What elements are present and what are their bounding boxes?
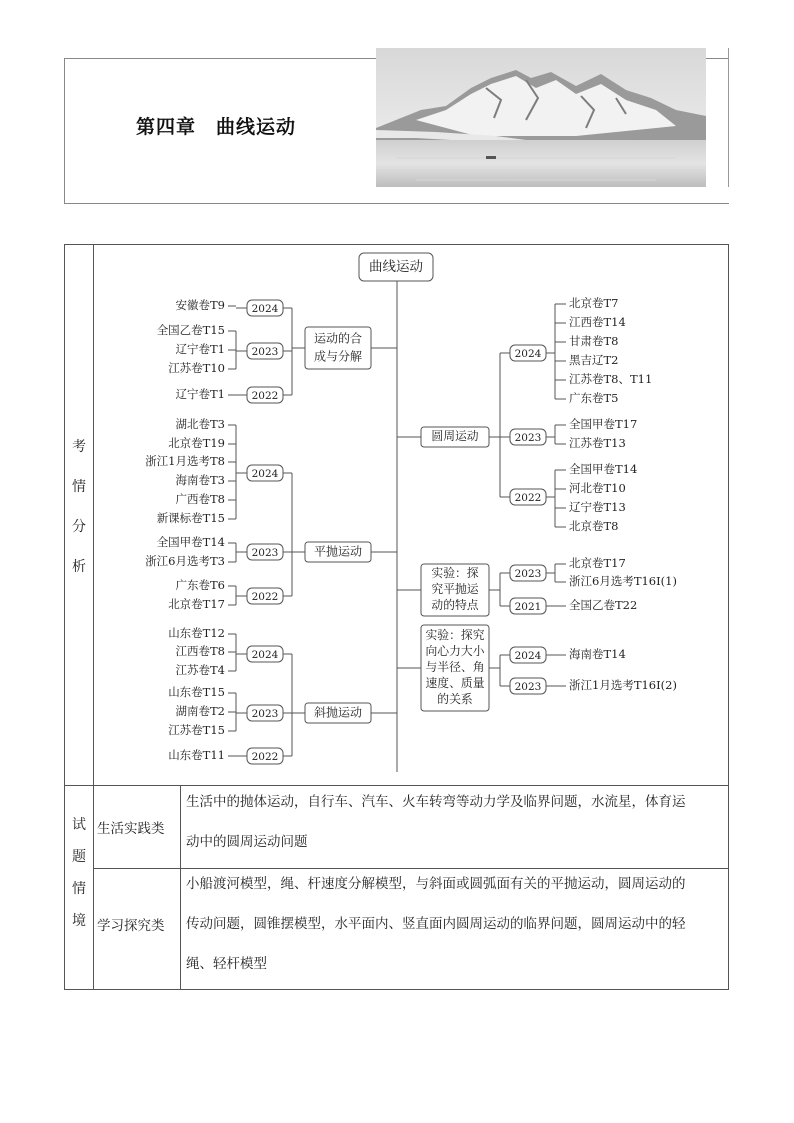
chapter-title: 第四章 曲线运动 — [136, 116, 297, 138]
topic-label: 圆周运动 — [431, 429, 479, 443]
paper-label: 河北卷T10 — [569, 481, 626, 495]
topic-label: 斜抛运动 — [313, 705, 363, 720]
paper-label: 山东卷T15 — [168, 685, 225, 699]
mountain-landscape-photo — [376, 48, 706, 187]
year-label: 2024 — [251, 303, 279, 315]
paper-label: 江苏卷T8、T11 — [569, 372, 653, 386]
section-label-char: 题 — [72, 849, 86, 865]
context-category: 学习探究类 — [97, 918, 165, 934]
paper-label: 江西卷T8 — [175, 644, 225, 658]
year-label: 2023 — [251, 547, 279, 559]
paper-label: 浙江6月选考T16Ⅰ(1) — [569, 574, 677, 588]
paper-label: 江苏卷T13 — [569, 436, 626, 450]
paper-label: 浙江6月选考T3 — [145, 554, 225, 568]
header-right-rule — [728, 48, 729, 187]
year-label: 2023 — [251, 708, 279, 720]
section-label-char: 境 — [72, 913, 86, 929]
context-line: 传动问题，圆锥摆模型，水平面内、竖直面内圆周运动的临界问题，圆周运动中的轻 — [186, 916, 686, 932]
year-label: 2023 — [251, 346, 279, 358]
paper-label: 江苏卷T4 — [175, 663, 225, 677]
paper-label: 浙江1月选考T8 — [145, 454, 225, 468]
year-label: 2022 — [251, 591, 279, 603]
year-label: 2022 — [251, 751, 279, 763]
section-label-char: 考 — [72, 439, 86, 455]
paper-label: 黑吉辽T2 — [569, 353, 619, 367]
context-line: 生活中的抛体运动，自行车、汽车、火车转弯等动力学及临界问题，水流星，体育运 — [186, 794, 686, 810]
paper-label: 广东卷T5 — [569, 391, 619, 405]
paper-label: 北京卷T19 — [168, 436, 225, 450]
paper-label: 海南卷T3 — [175, 473, 225, 487]
paper-label: 江西卷T14 — [569, 315, 626, 329]
topic-label: 平抛运动 — [313, 544, 363, 559]
paper-label: 湖南卷T2 — [175, 704, 225, 718]
topic-label: 的关系 — [437, 692, 473, 706]
year-label: 2023 — [514, 681, 542, 693]
paper-label: 湖北卷T3 — [175, 417, 225, 431]
paper-label: 江苏卷T10 — [168, 361, 225, 375]
topic-label: 向心力大小 — [425, 644, 485, 658]
topic-label: 究平抛运 — [431, 582, 479, 596]
paper-label: 江苏卷T15 — [168, 723, 225, 737]
context-description — [186, 782, 686, 862]
knowledge-mindmap — [94, 245, 728, 783]
paper-label: 广西卷T8 — [175, 492, 225, 506]
year-label: 2024 — [514, 650, 542, 662]
paper-label: 安徽卷T9 — [175, 298, 225, 312]
context-description — [186, 864, 686, 984]
root-label: 曲线运动 — [369, 259, 423, 275]
paper-label: 广东卷T6 — [175, 578, 225, 592]
year-label: 2023 — [514, 568, 542, 580]
paper-label: 浙江1月选考T16Ⅰ(2) — [569, 678, 677, 692]
paper-label: 山东卷T12 — [168, 626, 225, 640]
table-divider — [180, 785, 181, 990]
paper-label: 辽宁卷T13 — [569, 500, 626, 514]
section-label-char: 析 — [72, 559, 86, 575]
paper-label: 北京卷T7 — [569, 296, 619, 310]
section-label-analysis — [64, 440, 94, 600]
year-label: 2024 — [251, 649, 279, 661]
topic-label: 与半径、角 — [425, 660, 485, 674]
topic-label: 实验：探究 — [425, 628, 485, 642]
topic-label: 实验：探 — [431, 566, 479, 580]
paper-label: 全国甲卷T14 — [569, 462, 638, 476]
paper-label: 全国甲卷T17 — [569, 417, 638, 431]
section-label-char: 情 — [72, 479, 86, 495]
section-label-char: 分 — [72, 519, 86, 535]
paper-label: 辽宁卷T1 — [175, 387, 225, 401]
context-category: 生活实践类 — [97, 821, 165, 837]
year-label: 2022 — [251, 390, 279, 402]
year-label: 2022 — [514, 492, 542, 504]
context-line: 绳、轻杆模型 — [186, 956, 267, 972]
paper-label: 全国乙卷T15 — [156, 323, 225, 337]
paper-label: 全国甲卷T14 — [156, 535, 225, 549]
paper-label: 辽宁卷T1 — [175, 342, 225, 356]
paper-label: 海南卷T14 — [569, 647, 626, 661]
paper-label: 山东卷T11 — [168, 748, 225, 762]
year-label: 2023 — [514, 432, 542, 444]
paper-label: 北京卷T17 — [569, 556, 626, 570]
paper-label: 甘肃卷T8 — [569, 334, 619, 348]
context-line: 动中的圆周运动问题 — [186, 834, 308, 850]
year-label: 2024 — [514, 348, 542, 360]
section-label-context — [64, 818, 94, 946]
paper-label: 北京卷T17 — [168, 597, 225, 611]
topic-label: 运动的合 — [313, 331, 363, 346]
section-label-char: 情 — [72, 881, 86, 897]
section-label-char: 试 — [72, 817, 86, 833]
topic-label: 成与分解 — [313, 349, 363, 364]
context-line: 小船渡河模型，绳、杆速度分解模型，与斜面或圆弧面有关的平抛运动，圆周运动的 — [186, 876, 686, 892]
topic-label: 动的特点 — [431, 598, 479, 612]
paper-label: 北京卷T8 — [569, 519, 619, 533]
paper-label: 全国乙卷T22 — [569, 598, 638, 612]
year-label: 2024 — [251, 468, 279, 480]
topic-label: 速度、质量 — [425, 676, 485, 690]
year-label: 2021 — [514, 601, 542, 613]
paper-label: 新课标卷T15 — [156, 511, 225, 525]
